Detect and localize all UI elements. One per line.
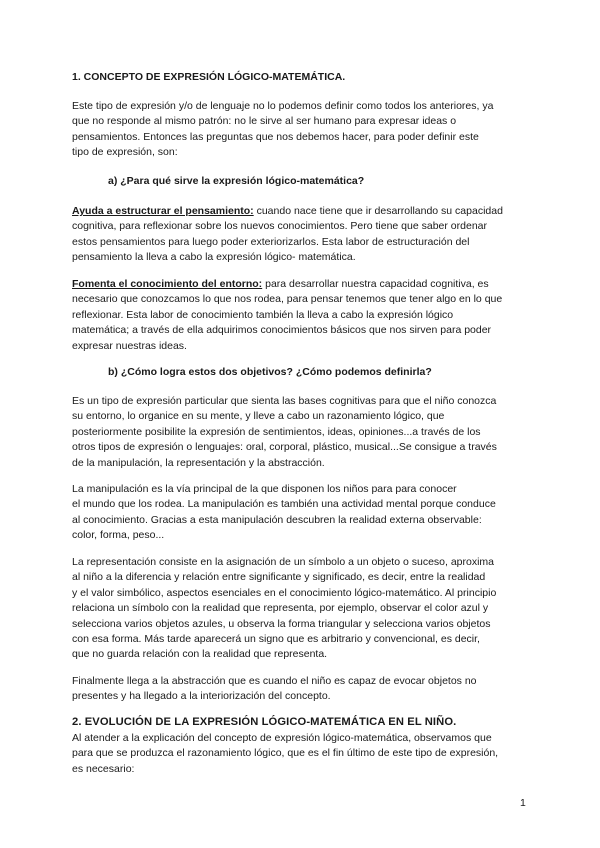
text-line: pensamiento la lleva a cabo la expresión lógico- matemática. xyxy=(72,251,356,264)
text-line: posteriormente posibilite la expresión de sentimientos, ideas, opiniones...a través de los xyxy=(72,425,481,438)
text-line xyxy=(72,204,542,219)
text-line: La representación consiste en la asignación de un símbolo a un objeto o suceso, aproxima xyxy=(72,556,495,568)
text-line: Al atender a la explicación del concepto de expresión lógico-matemática, observamos que xyxy=(72,732,492,744)
text-line: necesario que conozcamos lo que nos rodea, para pensar tenemos que tener algo en lo que xyxy=(72,293,503,306)
paragraph-structure-thought xyxy=(72,204,542,266)
text-line: Finalmente llega a la abstracción que es cuando el niño es capaz de evocar objetos no xyxy=(72,675,477,687)
text-line: expresar nuestras ideas. xyxy=(72,339,187,352)
text-line: que no guarda relación con la realidad que representa. xyxy=(72,648,328,661)
text-line: tipo de expresión, son: xyxy=(72,146,178,159)
text-line: selecciona varios objetos azules, u observa la forma triangular y selecciona varios objetos xyxy=(72,617,491,630)
text-line: Es un tipo de expresión particular que sienta las bases cognitivas para que el niño conozca xyxy=(72,395,497,407)
page-number: 1 xyxy=(520,797,526,809)
text-line: al conocimiento. Gracias a esta manipulación descubren la realidad externa observable: xyxy=(72,513,482,526)
question-a-heading: a) ¿Para qué sirve la expresión lógico-matemática? xyxy=(108,175,365,187)
text-line: el mundo que los rodea. La manipulación es también una actividad mental porque conduce xyxy=(72,498,496,511)
text-line xyxy=(72,277,542,292)
paragraph-definition xyxy=(72,394,542,471)
text-line: es necesario: xyxy=(72,762,135,775)
paragraph-environment-knowledge xyxy=(72,277,542,354)
term-underlined: Ayuda a estructurar el pensamiento: xyxy=(72,205,254,217)
text-line: relaciona un símbolo con la realidad que representa, por ejemplo, observar el color azul y xyxy=(72,602,489,615)
text-line: color, forma, peso... xyxy=(72,529,165,542)
section-1-heading: 1. CONCEPTO DE EXPRESIÓN LÓGICO-MATEMÁTICA. xyxy=(72,71,346,83)
text-line: cognitiva, para reflexionar sobre los nuevos conocimientos. Pero tiene que saber ordenar xyxy=(72,220,487,233)
text-line: al niño a la diferencia y relación entre significante y significado, es decir, entre la realidad xyxy=(72,571,486,584)
text-line: La manipulación es la vía principal de la que disponen los niños para para conocer xyxy=(72,483,457,495)
text-line: reflexionar. Esta labor de conocimiento también la lleva a cabo la expresión lógico xyxy=(72,308,454,321)
text-line: pensamientos. Entonces las preguntas que nos debemos hacer, para poder definir este xyxy=(72,130,479,143)
term-underlined: Fomenta el conocimiento del entorno: xyxy=(72,278,263,290)
text-line: para que se produzca el razonamiento lógico, que es el fin último de este tipo de expresión, xyxy=(72,747,499,760)
text-line: matemática; a través de ella adquirimos conocimientos básicos que nos sirven para poder xyxy=(72,324,492,337)
section-1-intro xyxy=(72,99,542,161)
paragraph-abstraction xyxy=(72,674,542,705)
section-2-intro xyxy=(72,731,542,777)
section-2-heading: 2. EVOLUCIÓN DE LA EXPRESIÓN LÓGICO-MATEMÁTICA EN EL NIÑO. xyxy=(72,716,457,728)
paragraph-representation xyxy=(72,555,542,663)
text-run: cuando nace tiene que ir desarrollando su capacidad xyxy=(253,205,503,217)
text-line: estos pensamientos para luego poder exteriorizarlos. Esta labor de estructuración del xyxy=(72,235,470,248)
text-line: otros tipos de expresión o lenguajes: oral, corporal, plástico, musical...Se consigue a través xyxy=(72,441,497,454)
question-b-heading: b) ¿Cómo logra estos dos objetivos? ¿Cómo podemos definirla? xyxy=(108,366,432,378)
text-line: que no responde al mismo patrón: no le sirve al ser humano para expresar ideas o xyxy=(72,115,457,128)
paragraph-manipulation xyxy=(72,482,542,544)
text-line: presentes y ha llegado a la interiorización del concepto. xyxy=(72,690,331,703)
text-line: su entorno, lo organice en su mente, y lleve a cabo un razonamiento lógico, que xyxy=(72,410,445,423)
text-line: con esa forma. Más tarde aparecerá un signo que es arbitrario y convencional, es decir, xyxy=(72,633,480,646)
text-line: de la manipulación, la representación y la abstracción. xyxy=(72,456,325,469)
text-line: Este tipo de expresión y/o de lenguaje no lo podemos definir como todos los anteriores, ya xyxy=(72,100,494,112)
text-run: para desarrollar nuestra capacidad cognitiva, es xyxy=(262,278,489,290)
text-line: y el valor simbólico, aspectos esenciales en el conocimiento lógico-matemático. Al principio xyxy=(72,586,497,599)
